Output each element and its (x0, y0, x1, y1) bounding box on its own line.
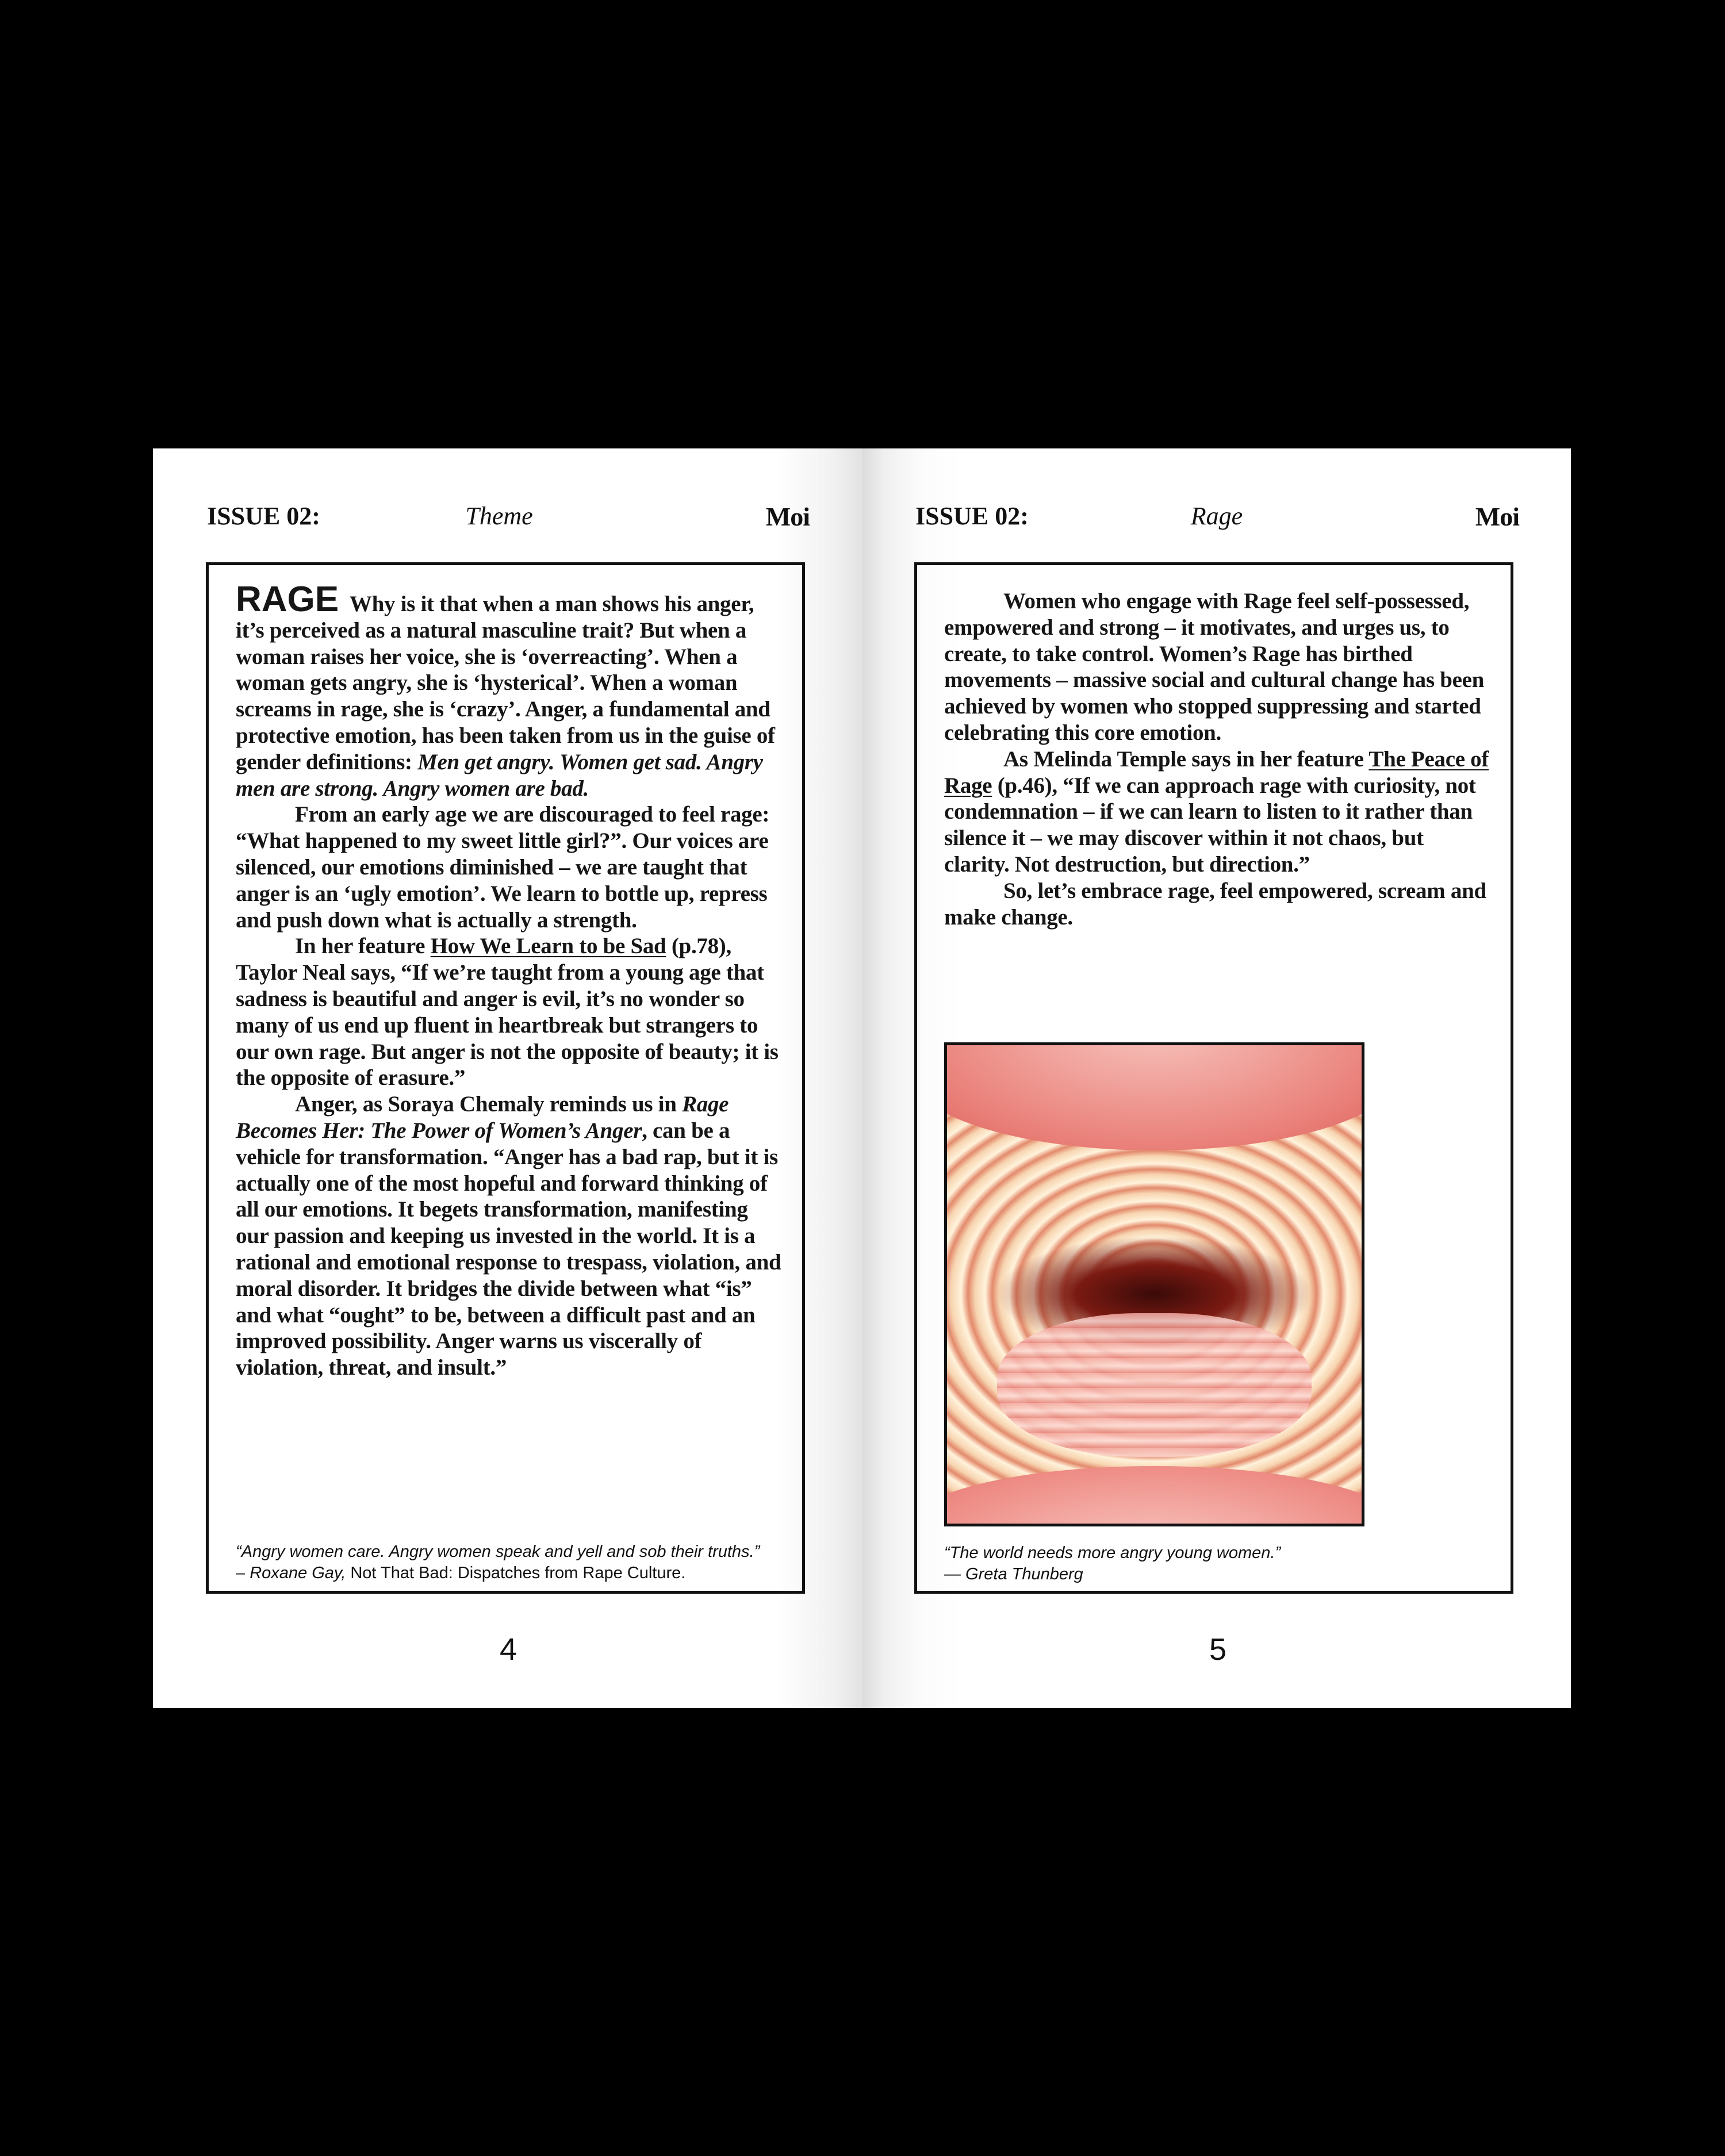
right-page (862, 448, 1571, 1708)
issue-label: ISSUE 02: (915, 502, 1029, 530)
tongue (997, 1313, 1312, 1457)
italic-text: Men get angry. Women get sad. Angry men are strong. Angry women are bad. (236, 749, 763, 801)
paragraph (236, 801, 782, 933)
paragraph (236, 1091, 782, 1381)
brand-logo: Moi (1475, 502, 1519, 531)
lower-lip (944, 1466, 1364, 1526)
paragraph (236, 580, 782, 801)
upper-lip (944, 1042, 1364, 1150)
lead-word: RAGE (236, 580, 339, 619)
italic-text: Rage Becomes Her: The Power of Women’s Anger (236, 1092, 729, 1143)
brand-logo: Moi (765, 502, 810, 531)
quote-author: — Greta Thunberg (944, 1565, 1083, 1583)
quote-source: Not That Bad: Dispatches from Rape Culture. (346, 1564, 686, 1582)
text-run: Why is it that when a man shows his anger, it’s perceived as a natural masculine trait? But when a woman raises her voice, she is ‘overreacting’. When a woman gets angry, she is ‘hysterical’. When a woman screams in rage, she is ‘crazy’. Anger, a fundamental and protective emotion, has been taken from us in the guise of gender definitions: (236, 592, 775, 774)
paragraph (236, 933, 782, 1091)
quote-author: Roxane Gay, (250, 1564, 346, 1582)
footnote-quote (944, 1543, 1281, 1585)
left-page (153, 448, 862, 1708)
footnote-quote (236, 1541, 760, 1584)
text-run: , can be a vehicle for transformation. “Anger has a bad rap, but it is actually one of the most hopeful and forward thinking of all our emotions. It begets transformation, manifesting our passion and keeping us invested in the world. It is a rational and emotional response to trespass, violation, and moral disorder. It bridges the divide between what “is” and what “ought” to be, between a difficult past and an improved possibility. Anger warns us viscerally of violation, threat, and insult.” (236, 1118, 781, 1380)
text-run: As Melinda Temple says in her feature (1003, 746, 1369, 772)
paragraph (944, 588, 1490, 746)
section-title: Rage (1190, 502, 1243, 530)
text-run: (p.46), “If we can approach rage with curiosity, not condemnation – if we can learn to listen to it rather than silence it – we may discover within it not chaos, but clarity. Not destruction, but direction.” (944, 773, 1476, 877)
paragraph (944, 746, 1490, 878)
quote-text: “The world needs more angry young women.” (944, 1544, 1281, 1562)
text-run: Women who engage with Rage feel self-possessed, empowered and strong – it motivates, and urges us, to create, to take control. Women’s Rage has birthed movements – massive social and cultural change has been achieved by women who stopped suppressing and started celebrating this core emotion. (944, 589, 1485, 745)
article-box (206, 562, 805, 1594)
mouth-photo (944, 1042, 1364, 1526)
article-box (914, 562, 1513, 1594)
quote-dash: – (236, 1564, 250, 1582)
section-title: Theme (465, 502, 533, 530)
feature-reference: The Peace of Rage (944, 746, 1489, 798)
text-run: Anger, as Soraya Chemaly reminds us in (295, 1092, 683, 1117)
quote-text: “Angry women care. Angry women speak and yell and sob their truths.” (236, 1543, 760, 1561)
text-run: (p.78), Taylor Neal says, “If we’re taught from a young age that sadness is beautiful and anger is evil, it’s no wonder so many of us end up fluent in heartbreak but strangers to our own rage. But anger is not the opposite of beauty; it is the opposite of erasure.” (236, 934, 779, 1091)
text-run: In her feature (295, 934, 431, 959)
page-number: 5 (1209, 1632, 1227, 1667)
issue-label: ISSUE 02: (207, 502, 320, 530)
text-run: So, let’s embrace rage, feel empowered, scream and make change. (944, 878, 1486, 930)
paragraph (944, 878, 1490, 931)
article-body (236, 580, 782, 1381)
article-body (944, 588, 1490, 930)
feature-reference: How We Learn to be Sad (430, 934, 666, 959)
page-number: 4 (499, 1632, 518, 1667)
text-run: From an early age we are discouraged to feel rage: “What happened to my sweet little girl?”. Our voices are silenced, our emotions diminished – we are taught that anger is an ‘ugly emotion’. We learn to bottle up, repress and push down what is actually a strength. (236, 802, 770, 933)
